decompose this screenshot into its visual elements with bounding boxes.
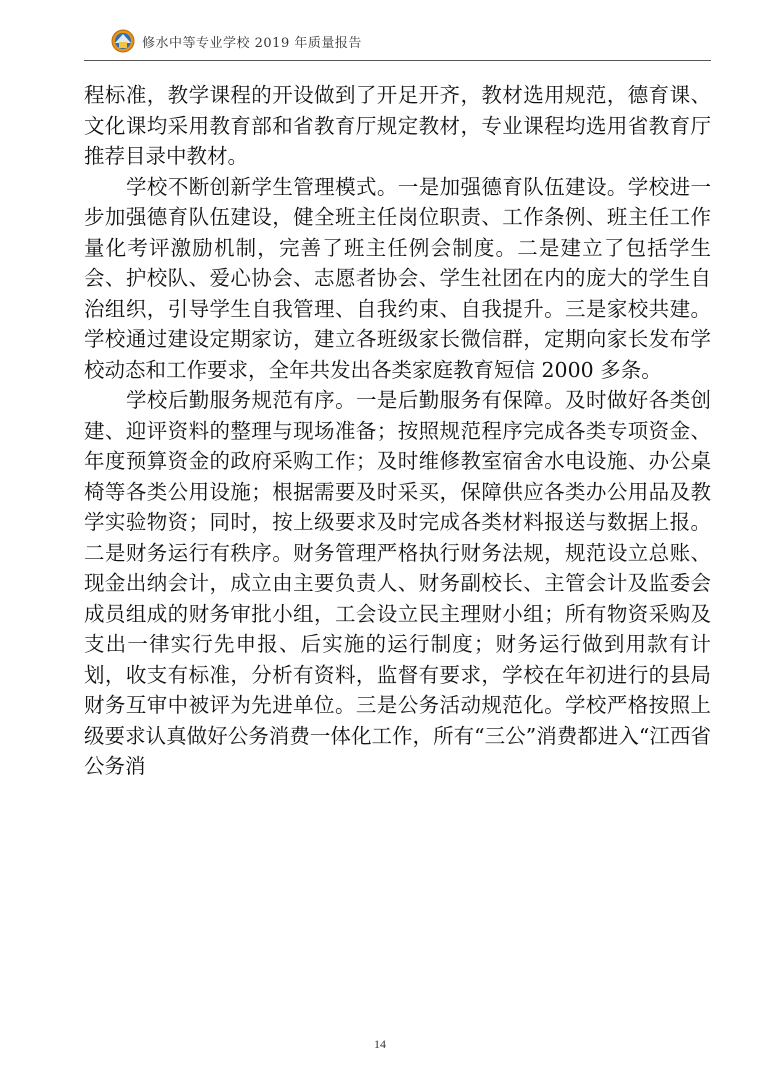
body-text <box>84 80 711 782</box>
page-number: 14 <box>374 1037 386 1051</box>
page-header <box>110 27 362 55</box>
paragraph-student-management: 学校不断创新学生管理模式。一是加强德育队伍建设。学校进一步加强德育队伍建设，健全班主任岗位职责、工作条例、班主任工作量化考评激励机制，完善了班主任例会制度。二是建立了包括学生会、护校队、爱心协会、志愿者协会、学生社团在内的庞大的学生自治组织，引导学生自我管理、自我约束、自我提升。三是家校共建。学校通过建设定期家访，建立各班级家长微信群，定期向家长发布学校动态和工作要求，全年共发出各类家庭教育短信 2000 多条。 <box>84 174 711 382</box>
header-title: 修水中等专业学校 2019 年质量报告 <box>142 35 362 51</box>
school-logo-icon <box>110 28 136 54</box>
header-divider <box>84 60 711 61</box>
paragraph-logistics: 学校后勤服务规范有序。一是后勤服务有保障。及时做好各类创建、迎评资料的整理与现场准备；按照规范程序完成各类专项资金、年度预算资金的政府采购工作；及时维修教室宿舍水电设施、办公桌椅等各类公用设施；根据需要及时采买，保障供应各类办公用品及教学实验物资；同时，按上级要求及时完成各类材料报送与数据上报。二是财务运行有秩序。财务管理严格执行财务法规，规范设立总账、现金出纳会计，成立由主要负责人、财务副校长、主管会计及监委会成员组成的财务审批小组，工会设立民主理财小组；所有物资采购及支出一律实行先申报、后实施的运行制度；财务运行做到用款有计划，收支有标准，分析有资料，监督有要求，学校在年初进行的县局财务互审中被评为先进单位。三是公务活动规范化。学校严格按照上级要求认真做好公务消费一体化工作，所有“三公”消费都进入“江西省公务消 <box>84 388 711 778</box>
paragraph-continuation: 程标准，教学课程的开设做到了开足开齐，教材选用规范，德育课、文化课均采用教育部和省教育厅规定教材，专业课程均选用省教育厅推荐目录中教材。 <box>84 83 711 168</box>
